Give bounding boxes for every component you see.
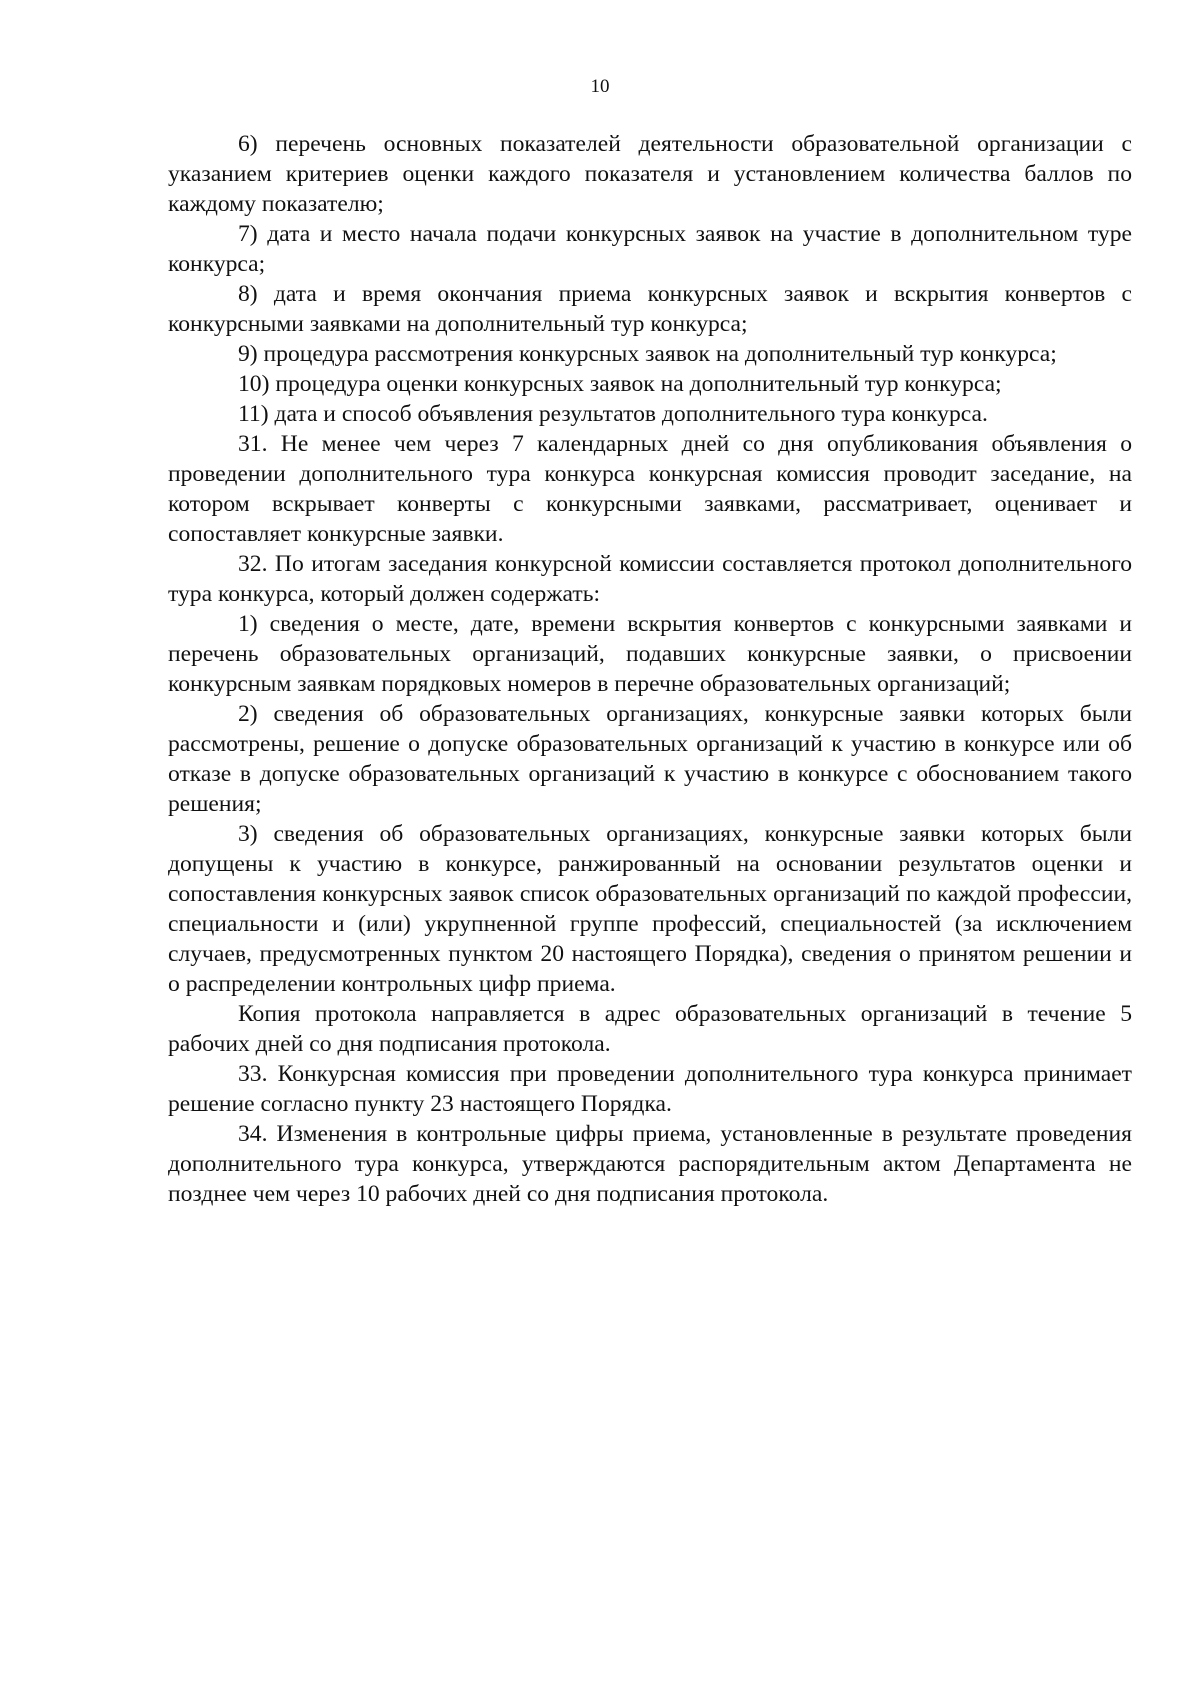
- protocol-item-1: 1) сведения о месте, дате, времени вскрытия конвертов с конкурсными заявками и перечень образовательных организаций, подавших конкурсные заявки, о присвоении конкурсным заявкам порядковых номеров в перечне образовательных организаций;: [168, 611, 1132, 697]
- protocol-item-3: 3) сведения об образовательных организациях, конкурсные заявки которых были допущены к участию в конкурсе, ранжированный на основании результатов оценки и сопоставления конкурсных заявок список образовательных организаций по каждой профессии, специальности и (или) укрупненной группе профессий, специальностей (за исключением случаев, предусмотренных пунктом 20 настоящего Порядка), сведения о принятом решении и о распределении контрольных цифр приема.: [168, 821, 1132, 997]
- list-item-6: 6) перечень основных показателей деятельности образовательной организации с указанием критериев оценки каждого показателя и установлением количества баллов по каждому показателю;: [168, 131, 1132, 217]
- clause-34: 34. Изменения в контрольные цифры приема, установленные в результате проведения дополнительного тура конкурса, утверждаются распорядительным актом Департамента не позднее чем через 10 рабочих дней со дня подписания протокола.: [168, 1121, 1132, 1207]
- list-item-11: 11) дата и способ объявления результатов дополнительного тура конкурса.: [238, 401, 988, 427]
- protocol-item-2: 2) сведения об образовательных организациях, конкурсные заявки которых были рассмотрены, решение о допуске образовательных организаций к участию в конкурсе или об отказе в допуске образовательных организаций к участию в конкурсе с обоснованием такого решения;: [168, 701, 1132, 817]
- clause-33: 33. Конкурсная комиссия при проведении дополнительного тура конкурса принимает решение согласно пункту 23 настоящего Порядка.: [168, 1061, 1132, 1117]
- list-item-10: 10) процедура оценки конкурсных заявок на дополнительный тур конкурса;: [238, 371, 1002, 397]
- list-item-9: 9) процедура рассмотрения конкурсных заявок на дополнительный тур конкурса;: [238, 341, 1057, 367]
- protocol-copy-paragraph: Копия протокола направляется в адрес образовательных организаций в течение 5 рабочих дней со дня подписания протокола.: [168, 1001, 1132, 1057]
- clause-32: 32. По итогам заседания конкурсной комиссии составляется протокол дополнительного тура конкурса, который должен содержать:: [168, 551, 1132, 607]
- clause-31: 31. Не менее чем через 7 календарных дней со дня опубликования объявления о проведении дополнительного тура конкурса конкурсная комиссия проводит заседание, на котором вскрывает конверты с конкурсными заявками, рассматривает, оценивает и сопоставляет конкурсные заявки.: [168, 431, 1132, 547]
- document-body: [168, 129, 1132, 1209]
- page-number: 10: [590, 76, 610, 97]
- list-item-8: 8) дата и время окончания приема конкурсных заявок и вскрытия конвертов с конкурсными заявками на дополнительный тур конкурса;: [168, 281, 1132, 337]
- list-item-7: 7) дата и место начала подачи конкурсных заявок на участие в дополнительном туре конкурса;: [168, 221, 1132, 277]
